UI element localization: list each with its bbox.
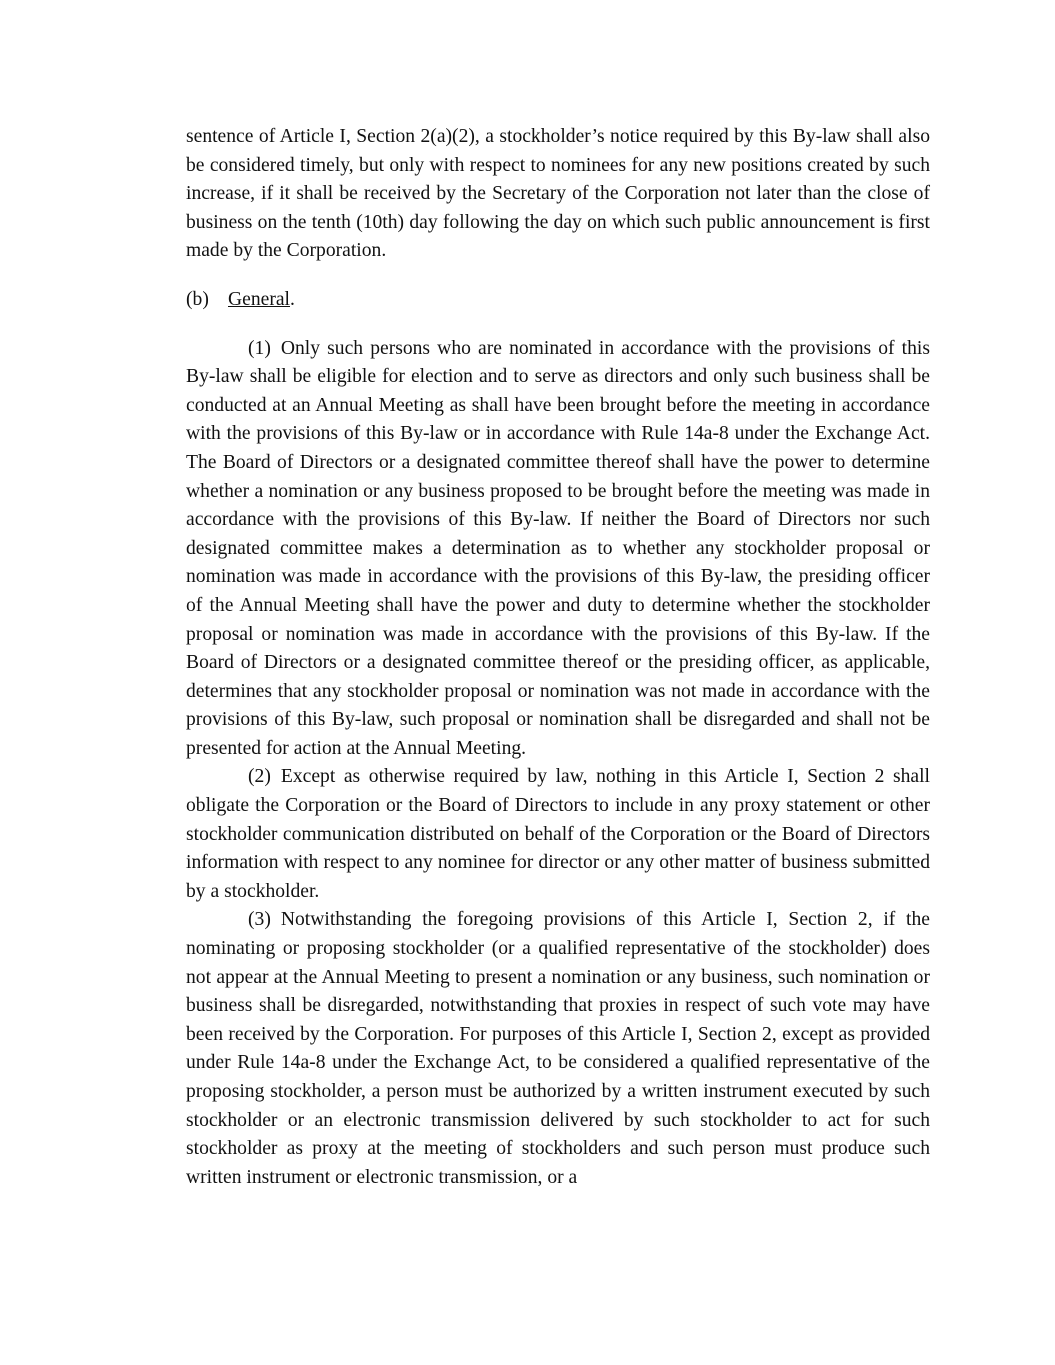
document-body <box>186 123 930 1192</box>
numbered-paragraph <box>186 906 930 1192</box>
paragraph-number: (3) <box>248 909 271 931</box>
section-title: General <box>228 288 291 310</box>
paragraph-text: Only such persons who are nominated in accordance with the provisions of this By-law shall be eligible for election and to serve as directors and only such business shall be conducted at an Annual Meeting as shall have been brought before the meeting in accordance with the provisions of this By-law or in accordance with Rule 14a-8 under the Exchange Act. The Board of Directors or a designated committee thereof shall have the power to determine whether a nomination or any business proposed to be brought before the meeting was made in accordance with the provisions of this By-law. If neither the Board of Directors nor such designated committee makes a determination as to whether any stockholder proposal or nomination was made in accordance with the provisions of this By-law, the presiding officer of the Annual Meeting shall have the power and duty to determine whether the stockholder proposal or nomination was made in accordance with the provisions of this By-law. If the Board of Directors or a designated committee thereof or the presiding officer, as applicable, determines that any stockholder proposal or nomination was not made in accordance with the provisions of this By-law, such proposal or nomination shall be disregarded and shall not be presented for action at the Annual Meeting. <box>186 337 930 759</box>
section-label: (b) <box>186 288 209 310</box>
paragraph-number: (1) <box>248 337 271 359</box>
section-title-suffix: . <box>290 288 295 310</box>
continuation-paragraph: sentence of Article I, Section 2(a)(2), a stockholder’s notice required by this By-law shall also be considered timely, but only with respect to nominees for any new positions created by such increase, if it shall be received by the Secretary of the Corporation not later than the close of business on the tenth (10th) day following the day on which such public announcement is first made by the Corporation. <box>186 126 930 262</box>
section-heading <box>186 286 930 315</box>
paragraph-text: Except as otherwise required by law, nothing in this Article I, Section 2 shall obligate the Corporation or the Board of Directors to include in any proxy statement or other stockholder communication distributed on behalf of the Corporation or the Board of Directors information with respect to any nominee for director or any other matter of business submitted by a stockholder. <box>186 766 930 902</box>
paragraph-number: (2) <box>248 766 271 788</box>
numbered-paragraph <box>186 763 930 906</box>
paragraph-text: Notwithstanding the foregoing provisions of this Article I, Section 2, if the nominating or proposing stockholder (or a qualified representative of the stockholder) does not appear at the Annual Meeting to present a nomination or any business, such nomination or business shall be disregarded, notwithstanding that proxies in respect of such vote may have been received by the Corporation. For purposes of this Article I, Section 2, except as provided under Rule 14a-8 under the Exchange Act, to be considered a qualified representative of the proposing stockholder, a person must be authorized by a written instrument executed by such stockholder or an electronic transmission delivered by such stockholder to act for such stockholder as proxy at the meeting of stockholders and such person must produce such written instrument or electronic transmission, or a <box>186 909 930 1188</box>
numbered-paragraph <box>186 335 930 764</box>
